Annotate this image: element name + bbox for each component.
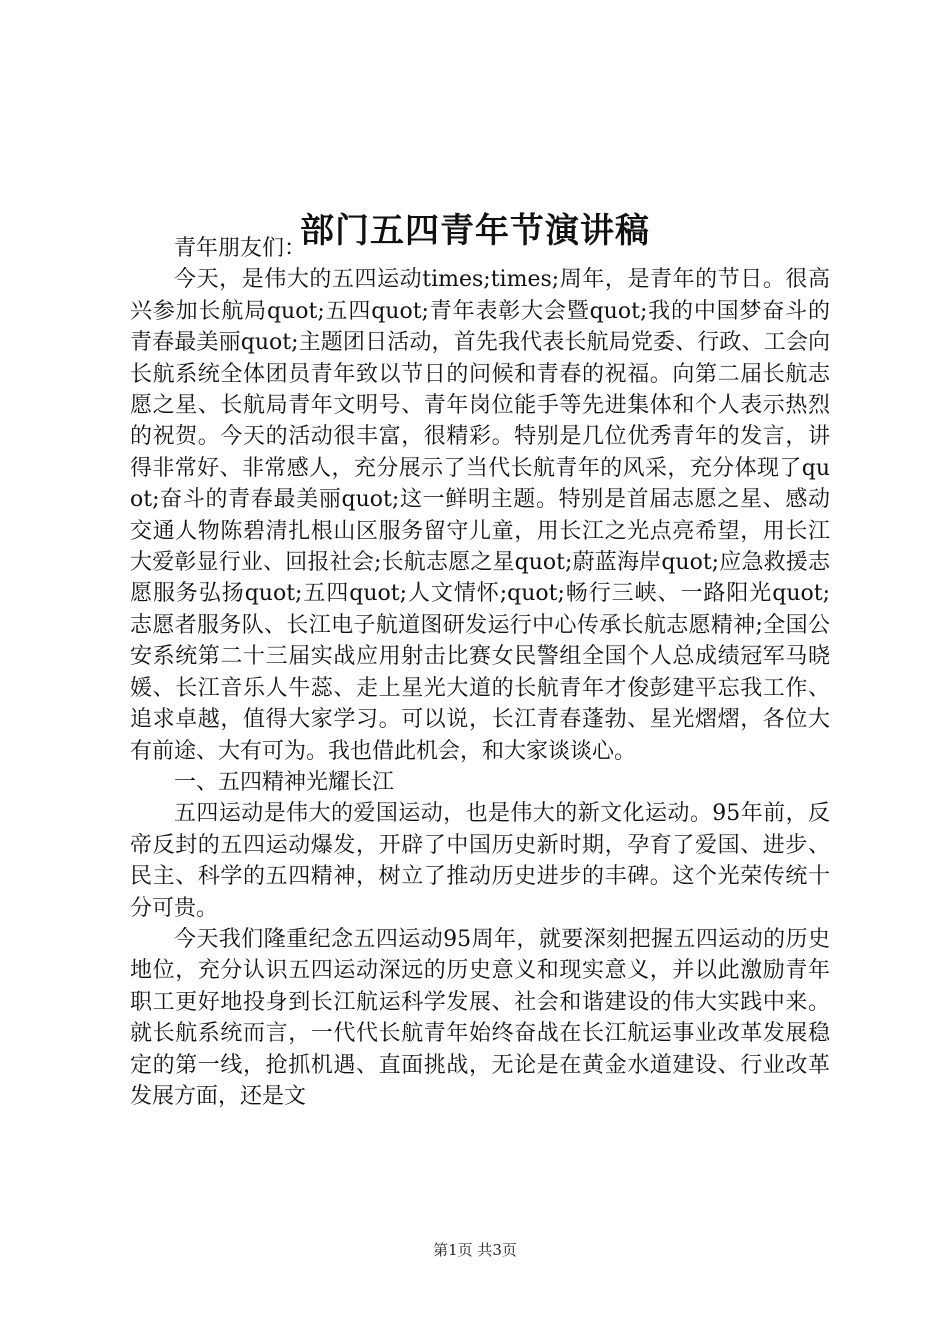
body-paragraph: 五四运动是伟大的爱国运动，也是伟大的新文化运动。95年前，反帝反封的五四运动爆发，开辟了中国历史新时期，孕育了爱国、进步、民主、科学的五四精神，树立了推动历史进步的丰碑。这个光荣传统十分可贵。 (130, 801, 830, 921)
body-paragraph: 今天我们隆重纪念五四运动95周年，就要深刻把握五四运动的历史地位，充分认识五四运动深远的历史意义和现实意义，并以此激励青年职工更好地投身到长江航运科学发展、社会和谐建设的伟大实践中来。就长航系统而言，一代代长航青年始终奋战在长江航运事业改革发展稳定的第一线，抢抓机遇、直面挑战，无论是在黄金水道建设、行业改革发展方面，还是文 (130, 926, 830, 1109)
body-paragraph: 今天，是伟大的五四运动times;times;周年，是青年的节日。很高兴参加长航局quot;五四quot;青年表彰大会暨quot;我的中国梦奋斗的青春最美丽quot;主题团日活动，首先我代表长航局党委、行政、工会向长航系统全体团员青年致以节日的问候和青春的祝福。向第二届长航志愿之星、长航局青年文明号、青年岗位能手等先进集体和个人表示热烈的祝贺。今天的活动很丰富，很精彩。特别是几位优秀青年的发言，讲得非常好、非常感人，充分展示了当代长航青年的风采，充分体现了quot;奋斗的青春最美丽quot;这一鲜明主题。特别是首届志愿之星、感动交通人物陈碧清扎根山区服务留守儿童，用长江之光点亮希望，用长江大爱彰显行业、回报社会;长航志愿之星quot;蔚蓝海岸quot;应急救援志愿服务弘扬quot;五四quot;人文情怀;quot;畅行三峡、一路阳光quot;志愿者服务队、长江电子航道图研发运行中心传承长航志愿精神;全国公安系统第二十三届实战应用射击比赛女民警组全国个人总成绩冠军马晓媛、长江音乐人牛蕊、走上星光大道的长航青年才俊彭建平忘我工作、追求卓越，值得大家学习。可以说，长江青春蓬勃、星光熠熠，各位大有前途、大有可为。我也借此机会，和大家谈谈心。 (130, 267, 830, 764)
page-number-footer: 第1页 共3页 (433, 1241, 517, 1259)
document-body (130, 233, 830, 1112)
salutation-paragraph: 青年朋友们： (174, 236, 307, 261)
section-heading: 一、五四精神光耀长江 (174, 769, 395, 795)
document-title: 部门五四青年节演讲稿 (300, 210, 650, 251)
